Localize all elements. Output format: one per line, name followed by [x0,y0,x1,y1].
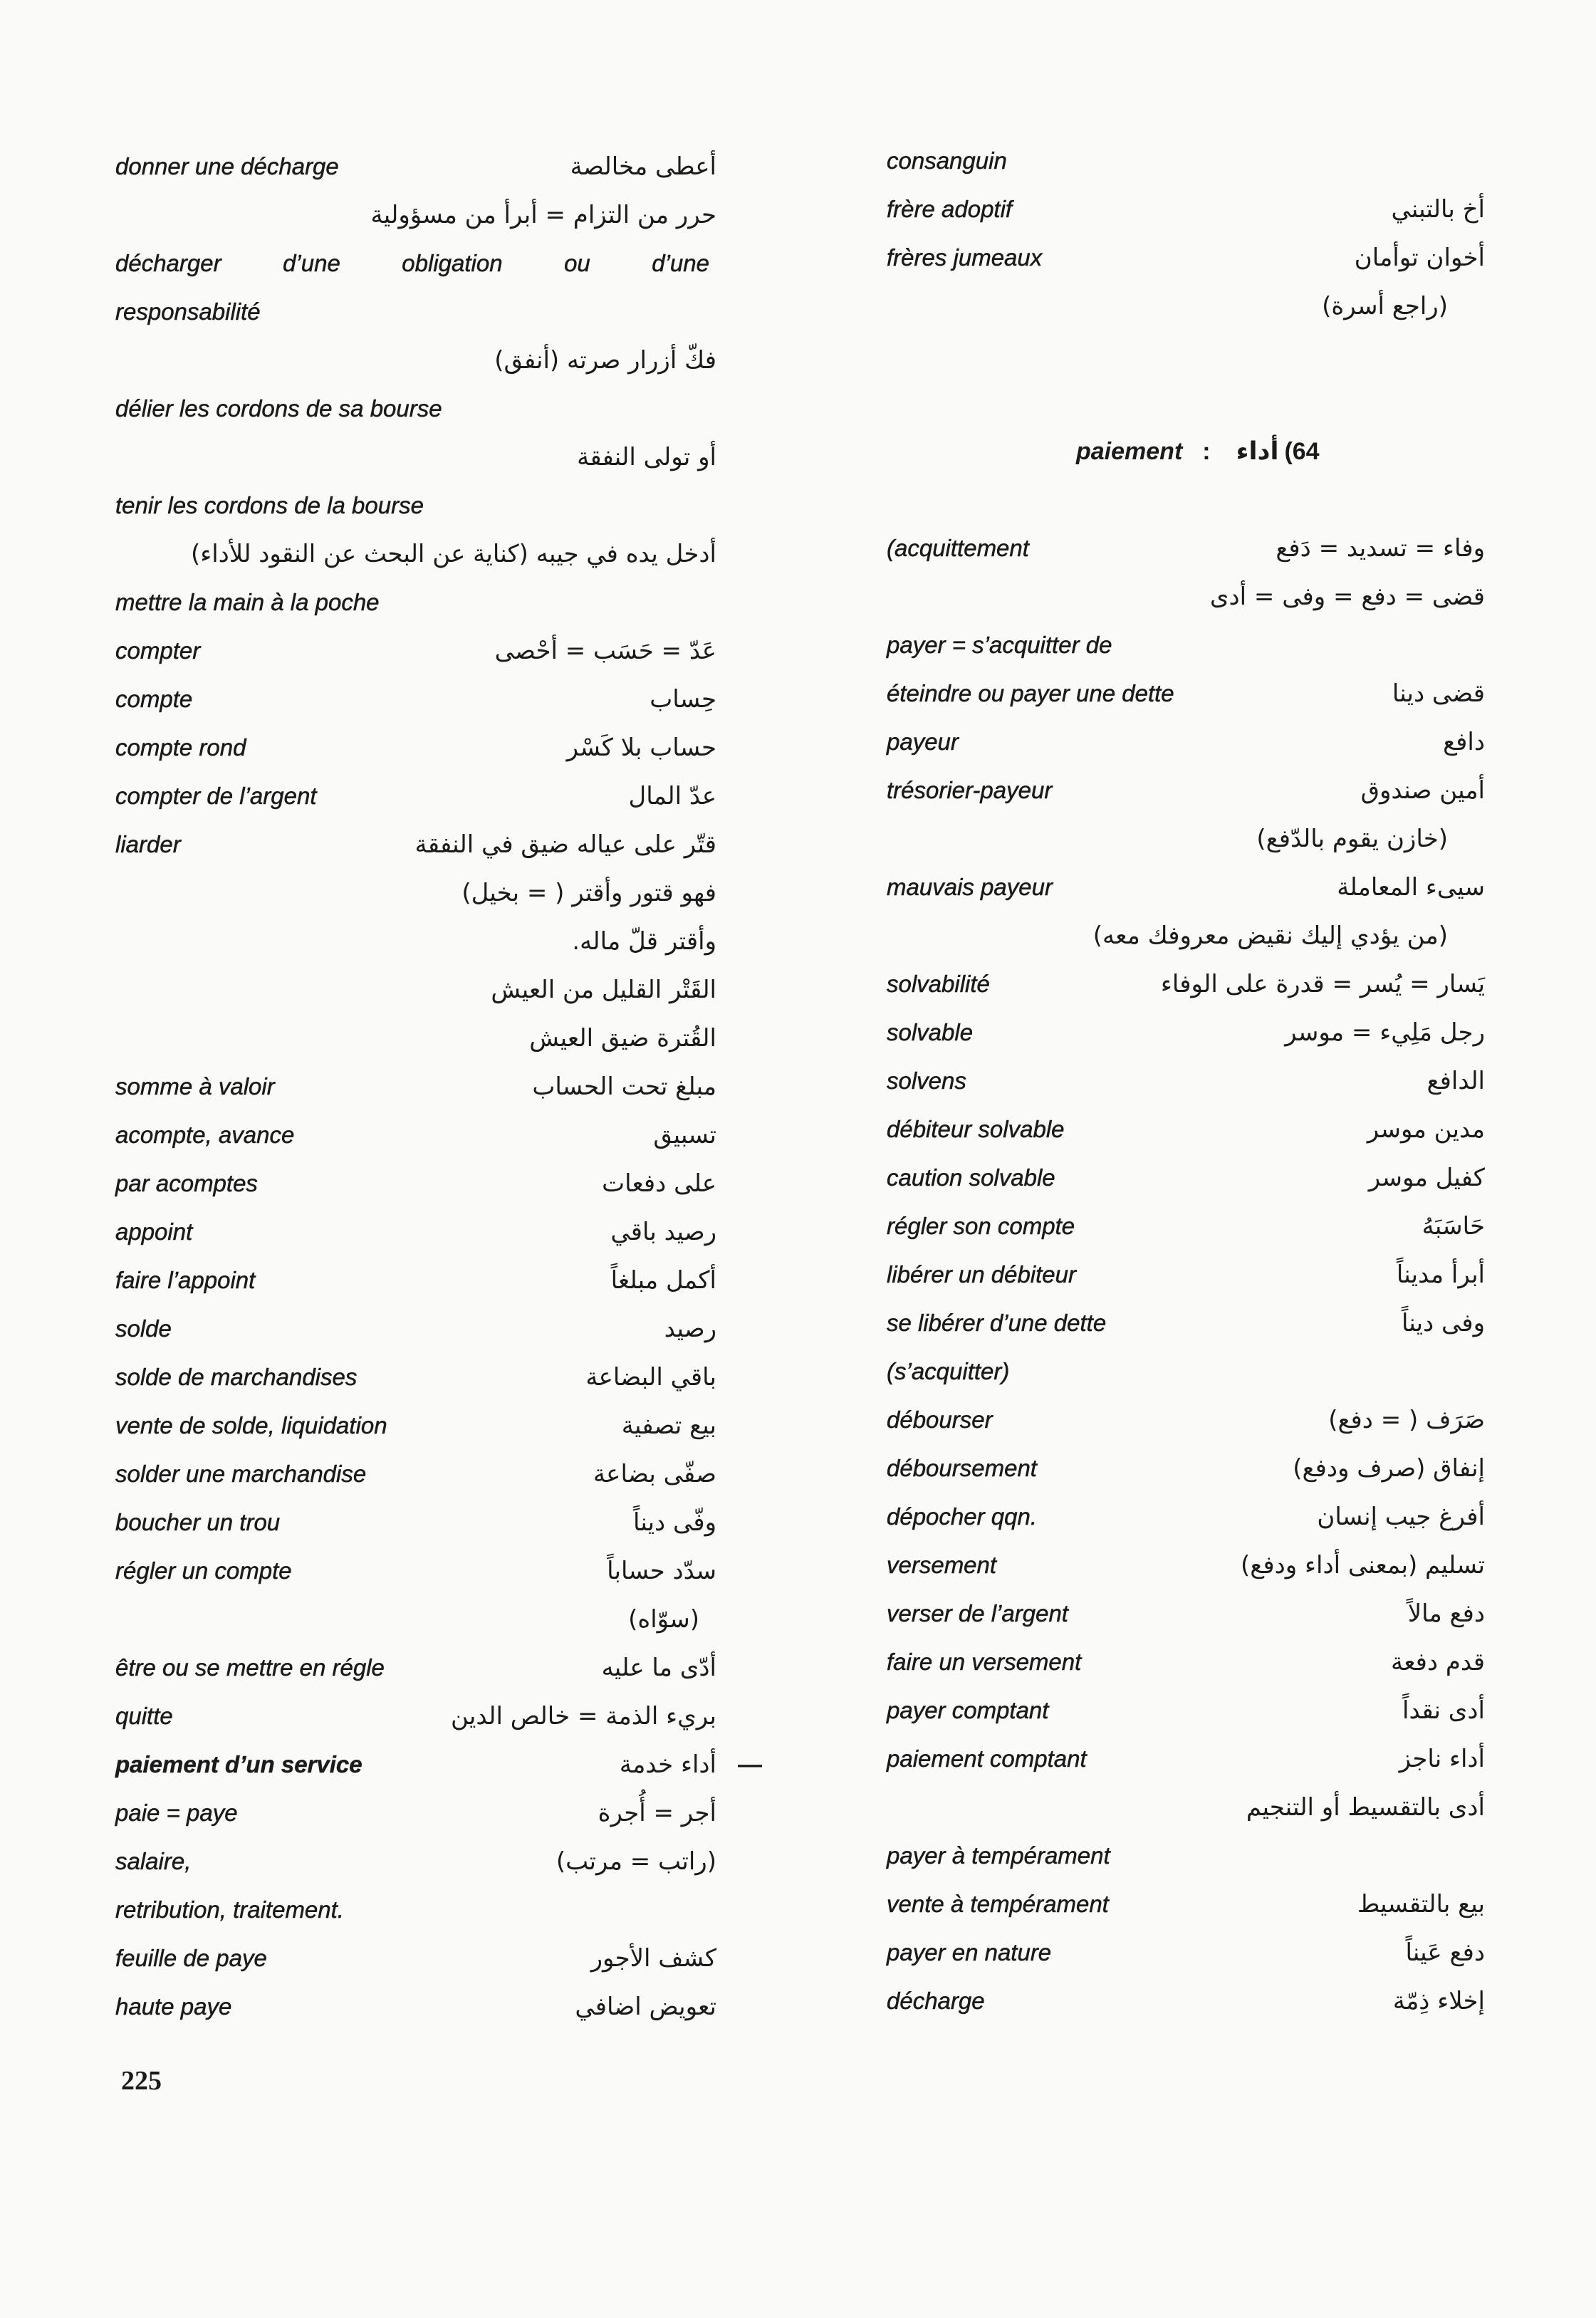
arabic-term: (راتب = مرتب) [556,1847,716,1876]
entry-row [115,1595,716,1644]
entry-row [887,524,1485,573]
entry-row [115,1450,716,1498]
entry-row [115,288,716,336]
entry-row [887,1589,1485,1638]
french-term: déboursement [887,1455,1037,1481]
entry-row [887,282,1485,330]
arabic-term: (من يؤدي إليك نقيض معروفك معه) [1092,922,1448,950]
french-term: frère adoptif [887,196,1013,222]
arabic-term: يَسار = يُسر = قدرة على الوفاء [1160,970,1485,998]
arabic-term: بريء الذمة = خالص الدين [450,1702,716,1730]
entry-row [115,530,716,578]
french-term: verser de l’argent [887,1600,1068,1627]
entry-row [887,718,1485,766]
arabic-term: أو تولى النفقة [577,443,716,471]
entry-row [115,1644,716,1692]
french-term: feuille de paye [115,1945,267,1971]
arabic-term: أدّى ما عليه [601,1654,716,1682]
arabic-term: حِساب [650,685,716,714]
french-term: (acquittement [887,535,1029,561]
arabic-term: وأقتر قلّ ماله. [572,927,716,956]
french-term: somme à valoir [115,1073,275,1100]
arabic-term: كفيل موسر [1368,1164,1485,1192]
french-term: être ou se mettre en régle [115,1654,385,1681]
french-term: débiteur solvable [887,1116,1065,1142]
arabic-term: كشف الأجور [590,1944,716,1973]
arabic-term: دفع عَيناً [1405,1938,1485,1967]
entry-row [115,1789,716,1837]
arabic-term: الدافع [1427,1067,1485,1095]
arabic-term: أخوان توأمان [1354,244,1485,272]
french-term: libérer un débiteur [887,1261,1076,1288]
entry-row [115,1547,716,1595]
arabic-term: إنفاق (صرف ودفع) [1293,1454,1485,1483]
arabic-term: (سوّاه) [628,1605,699,1634]
entry-row [115,1498,716,1547]
arabic-term: دفع مالاً [1407,1599,1485,1628]
entry-row [887,1202,1485,1251]
entry-row [887,1928,1485,1977]
entry-row [115,675,716,724]
entry-row [887,766,1485,815]
entry-row [115,385,716,433]
entry-row [887,1396,1485,1444]
arabic-term: أداء خدمة [619,1750,716,1779]
entry-row [115,1159,716,1208]
arabic-term: سيىء المعاملة [1337,873,1485,902]
french-term: solde [115,1315,172,1342]
french-term: responsabilité [115,298,261,325]
entry-row [887,621,1485,669]
arabic-term: عَدّ = حَسَب = أحْصى [494,637,716,665]
entry-row [115,578,716,627]
french-term: débourser [887,1406,993,1433]
arabic-term: قضى = دفع = وفى = أدى [1209,583,1485,611]
entry-row [115,1208,716,1256]
french-term: dépocher qqn. [887,1503,1038,1530]
french-term: retribution, traitement. [115,1896,344,1923]
entry-row [887,1057,1485,1105]
arabic-term: أعطى مخالصة [570,152,716,181]
arabic-term: أكمل مبلغاً [610,1266,716,1295]
entry-row [115,142,716,191]
entry-row [887,1251,1485,1299]
entry-row [887,815,1485,863]
arabic-term: رصيد [664,1315,716,1343]
entry-row [115,1837,716,1886]
entry-row [115,1886,716,1934]
french-term: paie = paye [115,1800,238,1826]
arabic-term: وفّى ديناً [632,1508,716,1537]
entry-row [887,234,1485,282]
arabic-term: إخلاء ذِمّة [1392,1987,1485,2015]
arabic-term: القُترة ضيق العيش [529,1024,716,1053]
french-term: frères jumeaux [887,244,1043,271]
arabic-term: رجل مَلِيء = موسر [1285,1018,1485,1047]
entry-row [887,1686,1485,1735]
arabic-term: بيع تصفية [621,1411,716,1440]
entry-row [887,1008,1485,1057]
french-term: éteindre ou payer une dette [887,680,1174,706]
french-term: (s’acquitter) [887,1358,1010,1384]
french-term: décharge [887,1988,985,2014]
arabic-term: أفرغ جيب إنسان [1317,1503,1485,1531]
arabic-term: فهو قتور وأقتر ( = بخيل) [461,879,716,907]
entry-row [887,1638,1485,1686]
arabic-term: أدخل يده في جيبه (كناية عن البحث عن النقود للأداء) [190,540,716,568]
entry-row [887,1105,1485,1154]
arabic-term: قضى دينا [1392,679,1485,708]
french-term: payer à tempérament [887,1842,1110,1869]
entry-row [887,1347,1485,1396]
entry-row [115,966,716,1014]
arabic-term: أمين صندوق [1360,776,1485,805]
entry-row [887,912,1485,960]
right-column [887,137,1485,2025]
section-heading-arabic: أداء [1236,437,1279,466]
arabic-term: حَاسَبَهُ [1422,1212,1485,1241]
french-term: acompte, avance [115,1122,295,1148]
blank-line [887,476,1485,524]
arabic-term: أخ بالتبني [1391,195,1485,224]
entry-row [115,1111,716,1159]
french-term: compter de l’argent [115,783,317,809]
arabic-term: أجر = أُجرة [598,1799,716,1827]
arabic-term: القَتْر القليل من العيش [491,976,716,1004]
arabic-term: وفاء = تسديد = دَفع [1276,534,1485,563]
section-number: (64 [1284,437,1320,465]
arabic-term: قتّر على عياله ضيق في النفقة [414,830,716,859]
entry-row [887,1493,1485,1541]
page-number: 225 [121,2066,162,2096]
french-term: salaire, [115,1848,192,1874]
french-term: versement [887,1552,997,1578]
french-term: payer comptant [887,1697,1049,1723]
french-term: régler un compte [115,1557,292,1584]
french-term: paiement comptant [887,1745,1087,1772]
french-term: consanguin [887,147,1007,174]
section-heading-separator: : [1202,437,1211,465]
french-term: vente à tempérament [887,1891,1109,1917]
arabic-term: أدى نقداً [1402,1696,1485,1725]
entry-row [115,869,716,917]
arabic-term: تعويض اضافي [575,1993,716,2021]
entry-row [115,336,716,385]
french-term: payeur [887,729,959,755]
blank-line [887,330,1485,379]
arabic-term: مدين موسر [1367,1115,1485,1144]
french-term: solvable [887,1019,974,1045]
french-term: solvabilité [887,971,990,997]
french-term: solde de marchandises [115,1364,358,1390]
entry-row [887,1880,1485,1928]
arabic-term: قدم دفعة [1391,1648,1485,1676]
french-term: compte [115,686,193,712]
french-term: mauvais payeur [887,874,1053,900]
entry-row [115,1256,716,1305]
entry-row [115,1934,716,1983]
entry-row [887,1444,1485,1493]
entry-row [115,433,716,481]
french-term: décharger d’une obligation ou d’une [115,250,709,276]
french-term: faire l’appoint [115,1267,256,1293]
section-heading [887,427,1485,476]
french-term: vente de solde, liquidation [115,1412,387,1439]
french-term: compter [115,637,201,664]
french-term: appoint [115,1218,193,1245]
arabic-term: وفى ديناً [1401,1309,1485,1337]
entry-row [115,917,716,966]
arabic-term: عدّ المال [628,782,716,810]
french-term: caution solvable [887,1164,1055,1191]
entry-row [115,820,716,869]
entry-row [115,1692,716,1740]
entry-row [115,772,716,820]
french-term: payer = s’acquitter de [887,632,1112,658]
arabic-term: دافع [1443,728,1485,756]
entry-row [115,627,716,675]
entry-row [887,185,1485,234]
entry-row [115,1014,716,1063]
entry-row [115,1063,716,1111]
french-term: par acomptes [115,1170,258,1196]
entry-row [887,1541,1485,1589]
arabic-term: صفّى بضاعة [593,1460,716,1488]
french-term: solder une marchandise [115,1461,367,1487]
entry-row [115,481,716,530]
entry-row [115,239,716,288]
arabic-term: على دفعات [602,1169,716,1198]
french-term: donner une décharge [115,153,339,179]
arabic-term: باقي البضاعة [585,1363,716,1392]
french-term: trésorier-payeur [887,777,1053,803]
arabic-term: فكّ أزرار صرته (أنفق) [494,346,716,375]
french-term: solvens [887,1067,966,1094]
french-term: régler son compte [887,1213,1075,1239]
arabic-term: أداء ناجز [1399,1745,1485,1773]
arabic-term: صَرَف ( = دفع) [1328,1406,1485,1434]
section-heading-french: paiement [1076,437,1183,465]
entry-row [115,191,716,239]
french-term: haute paye [115,1993,232,2020]
entry-row [887,669,1485,718]
arabic-term: (راجع أسرة) [1322,292,1448,320]
arabic-term: رصيد باقي [610,1218,716,1246]
entry-row [115,724,716,772]
entry-row [887,1783,1485,1832]
entry-row [887,1154,1485,1202]
arabic-term: أبرأ مديناً [1396,1260,1485,1289]
french-term: boucher un trou [115,1509,281,1535]
entry-row [115,1401,716,1450]
entry-row [887,1832,1485,1880]
arabic-term: حساب بلا كَسْر [566,733,716,762]
french-term: quitte [115,1703,173,1729]
entry-row [115,1740,762,1789]
french-term: mettre la main à la poche [115,589,380,615]
arabic-term: أدى بالتقسيط أو التنجيم [1246,1793,1485,1822]
entry-row [887,1735,1485,1783]
french-term: compte rond [115,734,246,761]
arabic-term: تسبيق [653,1121,716,1149]
french-term: délier les cordons de sa bourse [115,395,442,422]
entry-row [887,573,1485,621]
arabic-term: مبلغ تحت الحساب [532,1072,716,1101]
arabic-term: حرر من التزام = أبرأ من مسؤولية [370,201,716,229]
french-term: payer en nature [887,1939,1052,1965]
entry-row [887,137,1485,185]
french-term: se libérer d’une dette [887,1310,1107,1336]
entry-row [887,1299,1485,1347]
french-term: paiement d’un service [115,1751,363,1777]
arabic-term: تسليم (بمعنى أداء ودفع) [1241,1551,1485,1580]
entry-row [887,1977,1485,2025]
french-term: liarder [115,831,181,857]
blank-line [887,379,1485,427]
entry-row [887,863,1485,912]
arabic-term: (خازن يقوم بالدّفع) [1256,825,1448,853]
arabic-term: بيع بالتقسيط [1357,1890,1485,1918]
left-column [115,142,762,2031]
french-term: faire un versement [887,1649,1082,1675]
entry-row [115,1353,716,1401]
margin-dash-marker: — [738,1751,762,1778]
french-term: tenir les cordons de la bourse [115,492,424,518]
entry-row [115,1983,716,2031]
entry-row [115,1305,716,1353]
arabic-term: سدّد حساباً [607,1557,716,1585]
entry-row [887,960,1485,1008]
